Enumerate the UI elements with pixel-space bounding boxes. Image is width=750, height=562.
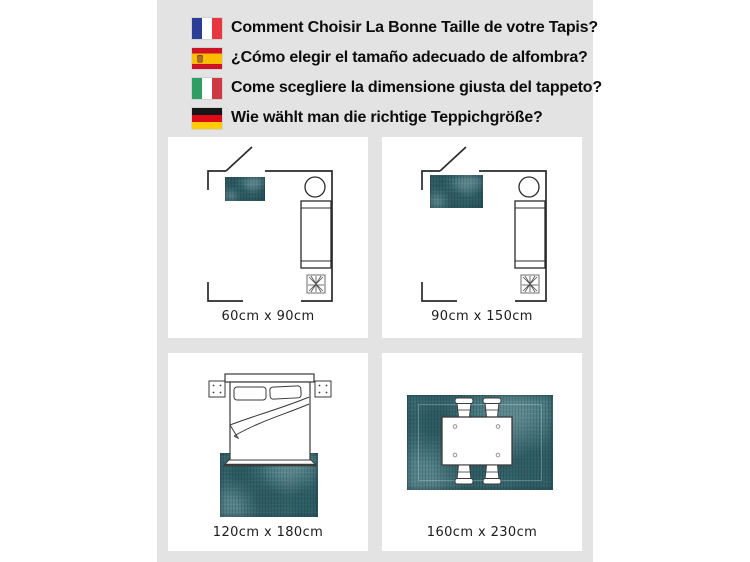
germany-flag-icon bbox=[192, 108, 222, 129]
panel-rug-160x230 bbox=[382, 353, 582, 551]
question-text-german: Wie wählt man die richtige Teppichgröße? bbox=[231, 109, 543, 126]
spain-flag-icon bbox=[192, 48, 222, 69]
dining-scene bbox=[382, 353, 582, 523]
chair-bottom-right-icon bbox=[483, 465, 501, 484]
side-table-icon bbox=[519, 177, 539, 197]
floor-plan-drawing bbox=[382, 137, 582, 307]
question-row-spanish bbox=[192, 47, 588, 69]
nightstand-left-icon bbox=[209, 381, 225, 397]
size-label-60x90: 60cm x 90cm bbox=[221, 309, 315, 324]
floor-plan-small-rug bbox=[168, 137, 368, 307]
question-text-spanish: ¿Cómo elegir el tamaño adecuado de alfombra? bbox=[231, 49, 588, 66]
size-label-160x230: 160cm x 230cm bbox=[426, 525, 538, 540]
question-text-french: Comment Choisir La Bonne Taille de votre Tapis? bbox=[231, 19, 598, 36]
nightstand-right-icon bbox=[315, 381, 331, 397]
bedroom-scene bbox=[168, 353, 368, 523]
france-flag-icon bbox=[192, 18, 222, 39]
sideboard-icon bbox=[515, 201, 545, 268]
italy-flag-icon bbox=[192, 78, 222, 99]
floor-plan-drawing bbox=[168, 137, 368, 307]
chair-top-right-icon bbox=[483, 398, 501, 417]
pillow-left bbox=[234, 387, 266, 400]
potted-plant-icon bbox=[521, 275, 539, 293]
door-icon bbox=[440, 147, 466, 171]
pillow-right bbox=[270, 386, 302, 400]
chair-bottom-left-icon bbox=[455, 465, 473, 484]
footboard bbox=[224, 460, 316, 465]
side-table-icon bbox=[305, 177, 325, 197]
panel-rug-60x90 bbox=[168, 137, 368, 338]
dining-set-drawing bbox=[382, 353, 582, 523]
question-row-french bbox=[192, 17, 598, 39]
dining-table-icon bbox=[442, 417, 512, 465]
size-label-90x150: 90cm x 150cm bbox=[431, 309, 533, 324]
door-icon bbox=[226, 147, 252, 171]
double-bed-icon bbox=[224, 374, 316, 465]
spain-coat-of-arms-icon bbox=[197, 55, 203, 63]
question-row-italian bbox=[192, 77, 602, 99]
question-text-italian: Come scegliere la dimensione giusta del tappeto? bbox=[231, 79, 602, 96]
chair-top-left-icon bbox=[455, 398, 473, 417]
panel-rug-120x180 bbox=[168, 353, 368, 551]
bed-drawing bbox=[168, 353, 368, 523]
sideboard-icon bbox=[301, 201, 331, 268]
question-row-german bbox=[192, 107, 543, 129]
size-label-120x180: 120cm x 180cm bbox=[212, 525, 324, 540]
headboard bbox=[225, 374, 314, 382]
potted-plant-icon bbox=[307, 275, 325, 293]
floor-plan-medium-rug bbox=[382, 137, 582, 307]
panel-rug-90x150 bbox=[382, 137, 582, 338]
